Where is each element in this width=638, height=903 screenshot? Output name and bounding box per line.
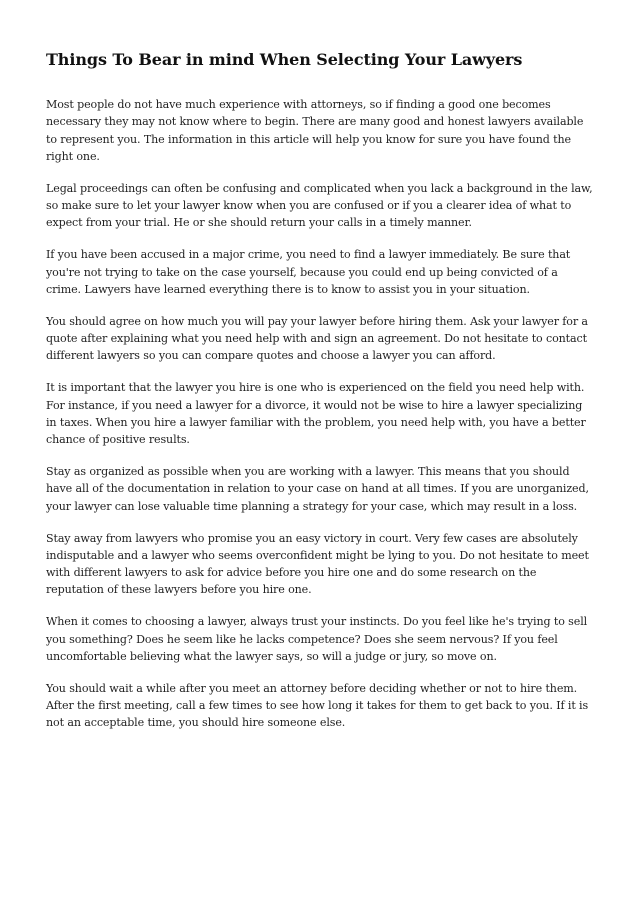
document-title: Things To Bear in mind When Selecting Your Lawyers bbox=[46, 50, 523, 69]
paragraph-3: If you have been accused in a major crime, you need to find a lawyer immediately. Be sure that you're not trying to take on the case yourself, because you could end up being convicted of a crime. Lawyers have learned everything there is to know to assist you in your situation. bbox=[46, 248, 571, 296]
paragraph-7: Stay away from lawyers who promise you an easy victory in court. Very few cases are absolutely indisputable and a lawyer who seems overconfident might be lying to you. Do not hesitate to meet with different lawyers to ask for advice before you hire one and do some research on the reputation of these lawyers before you hire one. bbox=[46, 531, 589, 597]
paragraph-9: You should wait a while after you meet an attorney before deciding whether or not to hire them. After the first meeting, call a few times to see how long it takes for them to get back to you. If it is not an acceptable time, you should hire someone else. bbox=[46, 681, 589, 730]
paragraph-2: Legal proceedings can often be confusing and complicated when you lack a background in the law, so make sure to let your lawyer know when you are confused or if you a clearer idea of what to expect from your trial. He or she should return your calls in a timely manner. bbox=[46, 181, 593, 230]
document-page bbox=[46, 48, 594, 746]
paragraph-5: It is important that the lawyer you hire is one who is experienced on the field you need help with. For instance, if you need a lawyer for a divorce, it would not be wise to hire a lawyer specializing in taxes. When you hire a lawyer familiar with the problem, you need help with, you have a better chance of positive results. bbox=[46, 381, 586, 447]
paragraph-1: Most people do not have much experience with attorneys, so if finding a good one becomes necessary they may not know where to begin. There are many good and honest lawyers available to represent you. The information in this article will help you know for sure you have found the right one. bbox=[46, 98, 584, 163]
paragraph-8: When it comes to choosing a lawyer, always trust your instincts. Do you feel like he's trying to sell you something? Does he seem like he lacks competence? Does she seem nervous? If you feel uncomfortable believing what the lawyer says, so will a judge or jury, so move on. bbox=[46, 615, 588, 663]
paragraph-4: You should agree on how much you will pay your lawyer before hiring them. Ask your lawyer for a quote after explaining what you need help with and sign an agreement. Do not hesitate to contact different lawyers so you can compare quotes and choose a lawyer you can afford. bbox=[46, 314, 588, 363]
paragraph-6: Stay as organized as possible when you are working with a lawyer. This means that you should have all of the documentation in relation to your case on hand at all times. If you are unorganized, your lawyer can lose valuable time planning a strategy for your case, which may result in a loss. bbox=[46, 465, 589, 513]
